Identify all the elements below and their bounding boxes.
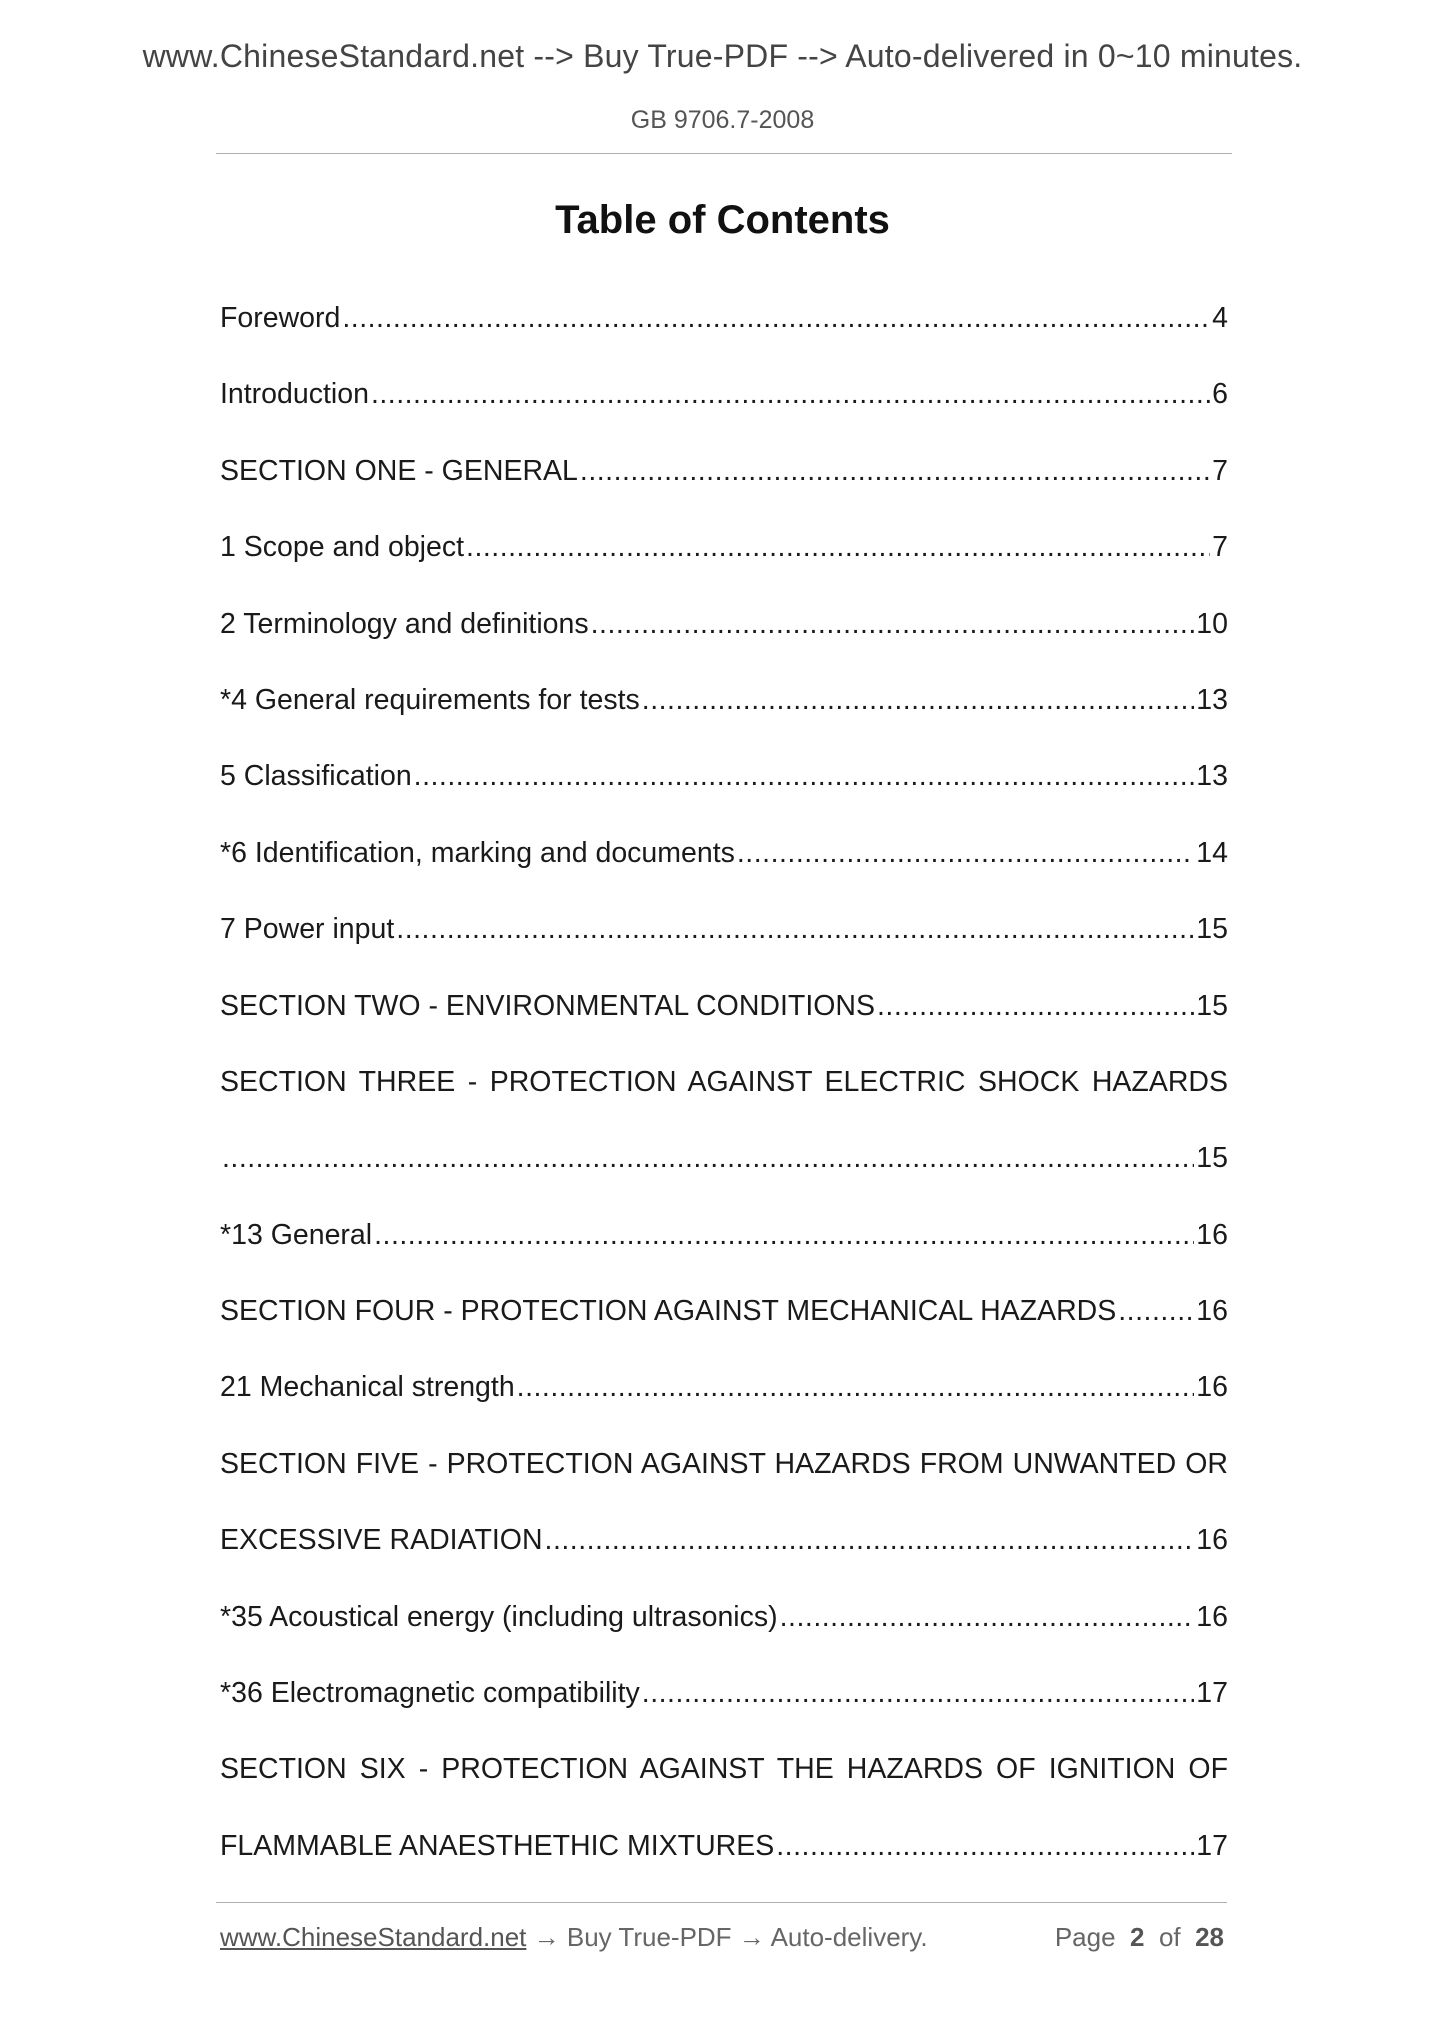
toc-entry-label: *13 General	[220, 1218, 373, 1251]
toc-entry-page: 16	[1196, 1600, 1228, 1633]
toc-title: Table of Contents	[555, 198, 890, 242]
dot-leader	[780, 1599, 1195, 1635]
toc-entry-section-three-cont[interactable]	[220, 1140, 1228, 1216]
dot-leader	[642, 682, 1195, 718]
dot-leader	[580, 453, 1210, 489]
page-indicator	[1055, 1922, 1224, 1953]
toc-entry-identification[interactable]	[220, 835, 1228, 911]
toc-entry-mechanical-strength[interactable]	[220, 1369, 1228, 1445]
toc-entry-section-one[interactable]	[220, 453, 1228, 529]
toc-entry-page: 16	[1196, 1218, 1228, 1251]
toc-list	[220, 300, 1228, 1904]
toc-entry-label: SECTION THREE - PROTECTION AGAINST ELECTRIC SHOCK HAZARDS	[220, 1065, 1228, 1098]
footer-promo-tail: → Buy True-PDF → Auto-delivery.	[526, 1922, 928, 1952]
toc-entry-label: 5 Classification	[220, 760, 412, 793]
dot-leader	[517, 1369, 1195, 1405]
of-word: of	[1158, 1922, 1181, 1952]
toc-entry-label: 21 Mechanical strength	[220, 1371, 515, 1404]
dot-leader	[342, 300, 1210, 336]
toc-entry-label: 1 Scope and object	[220, 531, 465, 564]
toc-entry-section-six[interactable]	[220, 1751, 1228, 1827]
toc-entry-terminology[interactable]	[220, 606, 1228, 682]
toc-entry-introduction[interactable]	[220, 376, 1228, 452]
toc-entry-label: FLAMMABLE ANAESTHETHIC MIXTURES	[220, 1829, 775, 1862]
toc-entry-label: SECTION FOUR - PROTECTION AGAINST MECHANICAL HAZARDS	[220, 1295, 1117, 1328]
total-pages-number: 28	[1195, 1922, 1224, 1952]
toc-entry-acoustical-energy[interactable]	[220, 1599, 1228, 1675]
document-code: GB 9706.7-2008	[630, 106, 815, 134]
toc-entry-page: 7	[1212, 531, 1228, 564]
toc-entry-section-three[interactable]	[220, 1064, 1228, 1140]
toc-entry-section-five[interactable]	[220, 1446, 1228, 1522]
toc-entry-label: EXCESSIVE RADIATION	[220, 1524, 543, 1557]
toc-entry-13-general[interactable]	[220, 1217, 1228, 1293]
toc-entry-page: 7	[1212, 454, 1228, 487]
toc-entry-emc[interactable]	[220, 1675, 1228, 1751]
dot-leader	[642, 1675, 1195, 1711]
toc-entry-page: 15	[1196, 1142, 1228, 1175]
toc-entry-label: SECTION SIX - PROTECTION AGAINST THE HAZARDS OF IGNITION OF	[220, 1753, 1228, 1786]
header-divider	[216, 153, 1232, 154]
toc-entry-page: 17	[1196, 1677, 1228, 1710]
dot-leader	[877, 988, 1194, 1024]
toc-entry-label: SECTION ONE - GENERAL	[220, 454, 578, 487]
dot-leader	[222, 1140, 1194, 1176]
toc-entry-label: Introduction	[220, 378, 369, 411]
toc-entry-label: *6 Identification, marking and documents	[220, 836, 735, 869]
dot-leader	[396, 911, 1194, 947]
toc-entry-flammable-mixtures[interactable]	[220, 1828, 1228, 1904]
toc-entry-page: 6	[1212, 378, 1228, 411]
toc-entry-label: Foreword	[220, 302, 341, 334]
dot-leader	[466, 529, 1210, 565]
toc-entry-general-requirements[interactable]	[220, 682, 1228, 758]
toc-entry-section-two[interactable]	[220, 988, 1228, 1064]
toc-entry-page: 13	[1196, 683, 1228, 716]
toc-entry-page: 10	[1196, 607, 1228, 640]
dot-leader	[776, 1828, 1194, 1864]
toc-entry-page: 14	[1196, 836, 1228, 869]
footer-promo	[220, 1922, 928, 1953]
toc-entry-label: *4 General requirements for tests	[220, 683, 640, 716]
toc-entry-page: 16	[1196, 1295, 1228, 1328]
toc-entry-page: 4	[1212, 302, 1228, 334]
toc-entry-classification[interactable]	[220, 758, 1228, 834]
dot-leader	[591, 606, 1195, 642]
dot-leader	[371, 376, 1210, 412]
toc-entry-label: SECTION TWO - ENVIRONMENTAL CONDITIONS	[220, 989, 875, 1022]
dot-leader	[545, 1522, 1195, 1558]
dot-leader	[414, 758, 1195, 794]
toc-entry-label: 7 Power input	[220, 913, 395, 946]
top-banner: www.ChineseStandard.net --> Buy True-PDF --> Auto-delivered in 0~10 minutes.	[142, 38, 1303, 74]
page-word: Page	[1054, 1922, 1116, 1952]
toc-entry-page: 16	[1196, 1524, 1228, 1557]
toc-entry-page: 16	[1196, 1371, 1228, 1404]
current-page-number: 2	[1130, 1922, 1145, 1952]
footer-divider	[216, 1902, 1227, 1903]
toc-entry-label: 2 Terminology and definitions	[220, 607, 589, 640]
toc-entry-section-four[interactable]	[220, 1293, 1228, 1369]
toc-entry-excessive-radiation[interactable]	[220, 1522, 1228, 1598]
footer-site-link[interactable]: www.ChineseStandard.net	[220, 1922, 527, 1952]
toc-entry-page: 13	[1196, 760, 1228, 793]
toc-entry-page: 17	[1196, 1829, 1228, 1862]
toc-entry-label: SECTION FIVE - PROTECTION AGAINST HAZARDS FROM UNWANTED OR	[220, 1447, 1228, 1480]
dot-leader	[374, 1217, 1194, 1253]
dot-leader	[737, 835, 1194, 871]
toc-entry-page: 15	[1196, 989, 1228, 1022]
toc-entry-label: *36 Electromagnetic compatibility	[220, 1677, 640, 1710]
toc-entry-power-input[interactable]	[220, 911, 1228, 987]
dot-leader	[1118, 1293, 1194, 1329]
toc-entry-page: 15	[1196, 913, 1228, 946]
toc-entry-foreword[interactable]	[220, 300, 1228, 376]
toc-entry-scope[interactable]	[220, 529, 1228, 605]
toc-entry-label: *35 Acoustical energy (including ultrasonics)	[220, 1600, 778, 1633]
